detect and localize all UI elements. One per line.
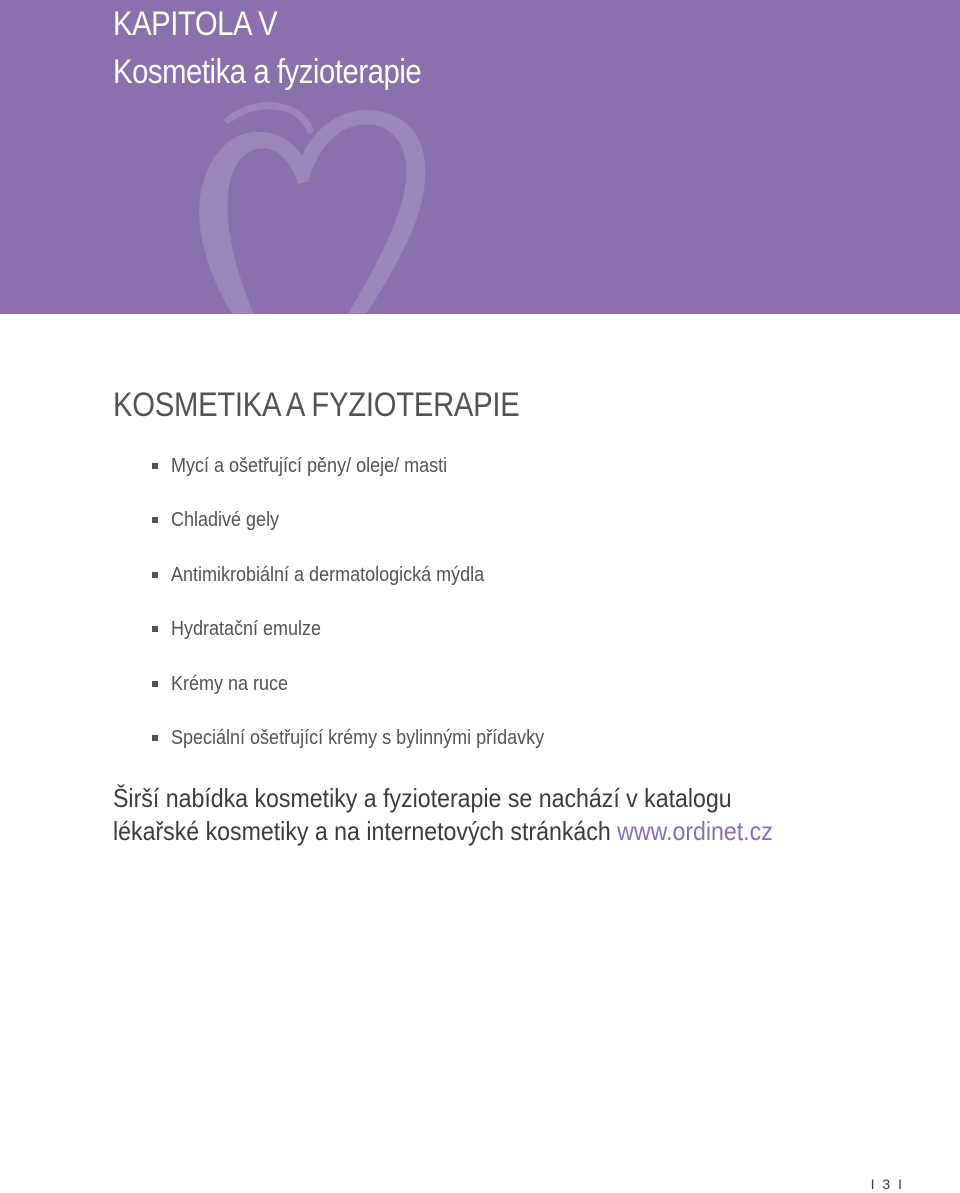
chapter-title: Kosmetika a fyzioterapie bbox=[113, 53, 422, 91]
heart-outline-icon bbox=[170, 90, 470, 314]
bullet-square-icon bbox=[152, 681, 158, 687]
list-item: Speciální ošetřující krémy s bylinnými přídavky bbox=[152, 722, 586, 776]
chapter-label: KAPITOLA V bbox=[113, 5, 278, 43]
bullet-square-icon bbox=[152, 735, 158, 741]
chapter-heading bbox=[113, 0, 421, 96]
bullet-square-icon bbox=[152, 517, 158, 523]
page-number-value: 3 bbox=[882, 1176, 893, 1192]
product-list bbox=[152, 450, 586, 776]
bullet-square-icon bbox=[152, 626, 158, 632]
bullet-square-icon bbox=[152, 572, 158, 578]
catalog-note-line1: Širší nabídka kosmetiky a fyzioterapie se nachází v katalogu bbox=[113, 783, 732, 813]
catalog-note-line2: lékařské kosmetiky a na internetových stránkách bbox=[113, 816, 618, 846]
list-item: Hydratační emulze bbox=[152, 613, 586, 667]
catalog-note bbox=[113, 782, 773, 848]
list-item: Chladivé gely bbox=[152, 504, 586, 558]
list-item: Antimikrobiální a dermatologická mýdla bbox=[152, 559, 586, 613]
website-link[interactable]: www.ordinet.cz bbox=[617, 816, 773, 846]
page-number: I 3 I bbox=[870, 1176, 904, 1192]
list-item: Mycí a ošetřující pěny/ oleje/ masti bbox=[152, 450, 586, 504]
list-item: Krémy na ruce bbox=[152, 668, 586, 722]
chapter-header bbox=[0, 0, 960, 314]
bullet-square-icon bbox=[152, 463, 158, 469]
section-title: KOSMETIKA A FYZIOTERAPIE bbox=[113, 386, 520, 424]
